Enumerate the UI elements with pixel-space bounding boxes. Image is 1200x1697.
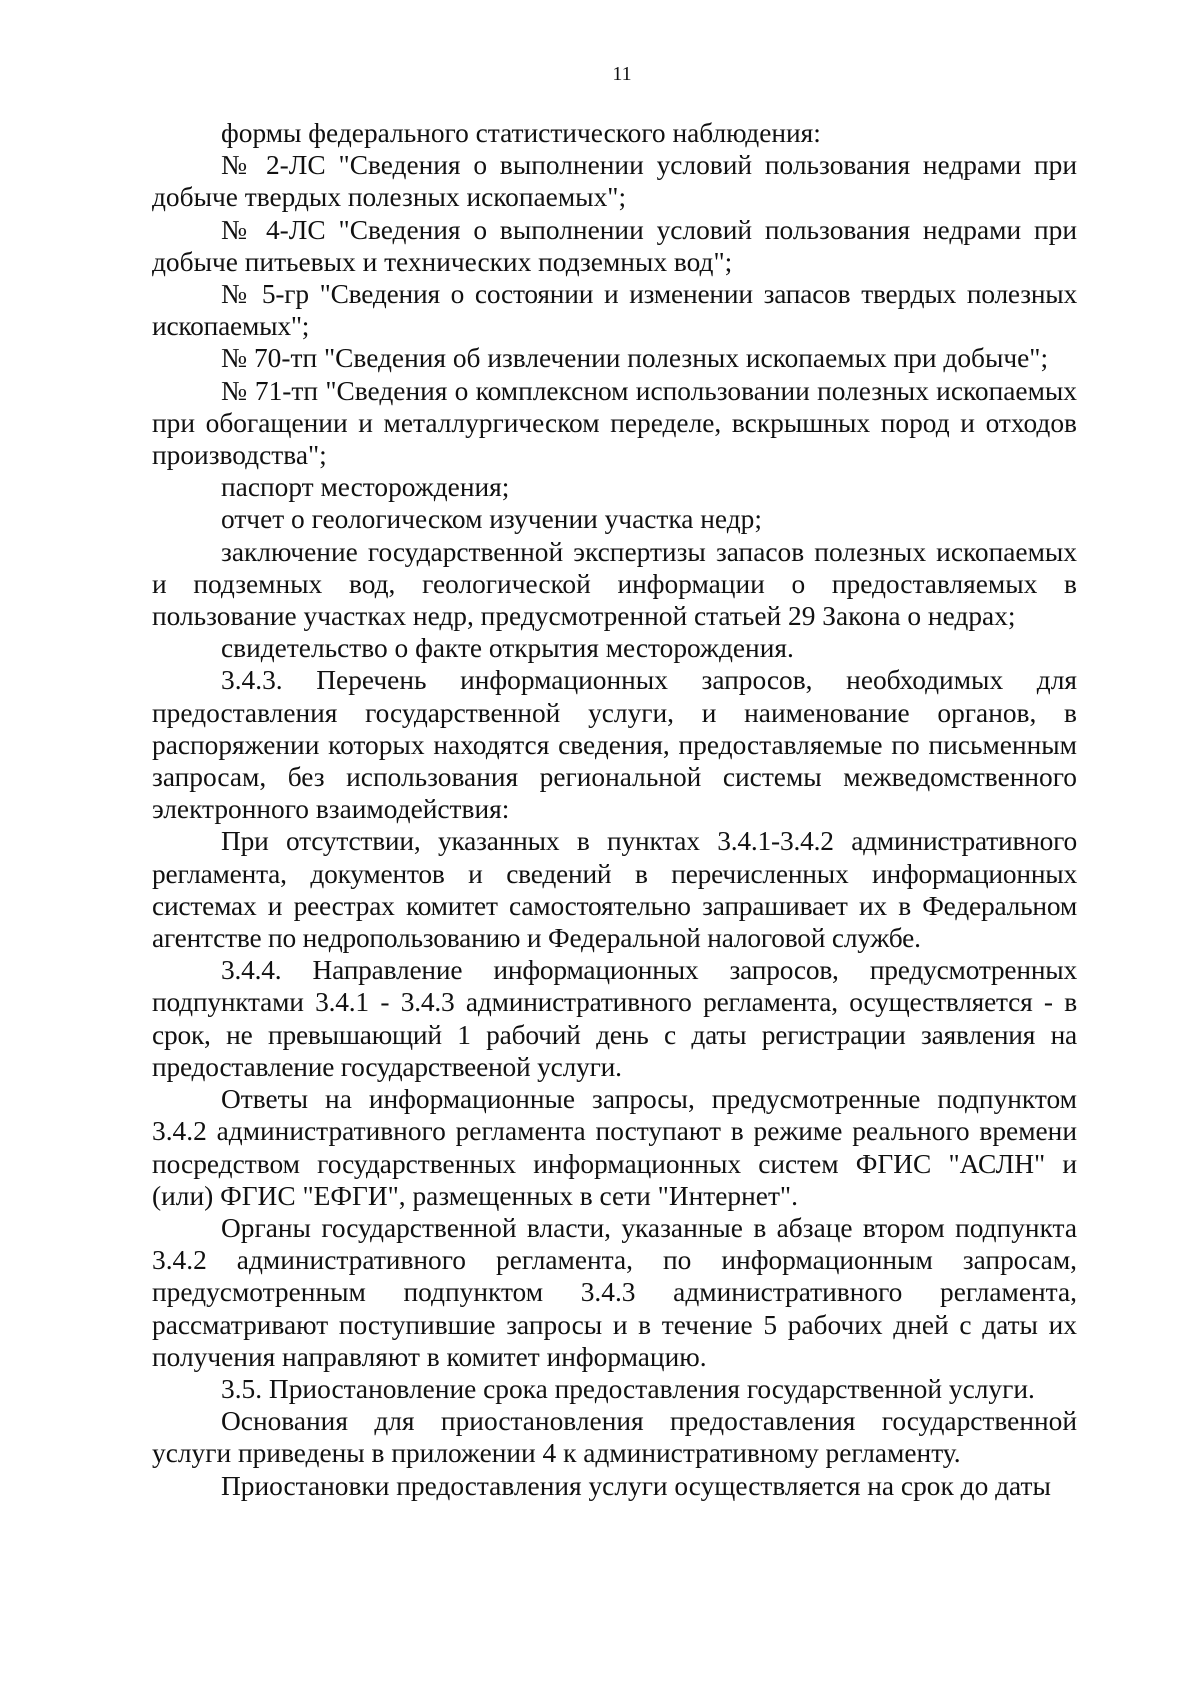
paragraph-forms-intro: формы федерального статистического наблюдения: (221, 118, 821, 148)
paragraph-expert-conclusion: заключение государственной экспертизы запасов полезных ископаемых и подземных вод, геологической информации о предоставляемых в пользование участках недр, предусмотренной статьей 29 Закона о недрах; (152, 536, 1077, 632)
paragraph-query-responses: Ответы на информационные запросы, предусмотренные подпунктом 3.4.2 административного регламента поступают в режиме реального времени посредством государственных информационных систем ФГИС "АСЛН" и (или) ФГИС "ЕФГИ", размещенных в сети "Интернет". (152, 1084, 1077, 1211)
paragraph-form-4ls: № 4-ЛС "Сведения о выполнении условий пользования недрами при добыче питьевых и технических подземных вод"; (152, 214, 1077, 277)
paragraph-geological-report: отчет о геологическом изучении участка недр; (221, 504, 762, 535)
paragraph-form-71tp: № 71-тп "Сведения о комплексном использовании полезных ископаемых при обогащении и металлургическом переделе, вскрышных пород и отходов производства"; (152, 375, 1077, 471)
paragraph-absence-of-documents: При отсутствии, указанных в пунктах 3.4.1-3.4.2 административного регламента, документов и сведений в перечисленных информационных системах и реестрах комитет самостоятельно запрашивает их в Федеральном агентстве по недропользованию и Федеральной налоговой службе. (152, 826, 1077, 954)
paragraph-discovery-certificate: свидетельство о факте открытия месторождения. (221, 633, 794, 664)
paragraph-deposit-passport: паспорт месторождения; (221, 472, 510, 503)
page-number: 11 (612, 63, 632, 85)
paragraph-suspension-term: Приостановки предоставления услуги осуществляется на срок до даты (221, 1470, 1051, 1501)
document-page (152, 62, 1077, 1502)
paragraph-form-2ls: № 2-ЛС "Сведения о выполнении условий пользования недрами при добыче твердых полезных ископаемых"; (152, 150, 1077, 213)
paragraph-suspension-grounds: Основания для приостановления предоставления государственной услуги приведены в приложении 4 к административному регламенту. (152, 1406, 1077, 1469)
paragraph-form-5gr: № 5-гр "Сведения о состоянии и изменении запасов твердых полезных ископаемых"; (152, 279, 1077, 342)
paragraph-government-bodies: Органы государственной власти, указанные в абзаце втором подпункта 3.4.2 административного регламента, по информационным запросам, предусмотренным подпунктом 3.4.3 административного регламента, рассматривают поступившие запросы и в течение 5 рабочих дней с даты их получения направляют в комитет информацию. (152, 1212, 1077, 1372)
paragraph-section-3-4-4: 3.4.4. Направление информационных запросов, предусмотренных подпунктами 3.4.1 - 3.4.3 административного регламента, осуществляется - в срок, не превышающий 1 рабочий день с даты регистрации заявления на предоставление государствееной услуги. (152, 955, 1077, 1082)
paragraph-form-70tp: № 70-тп "Сведения об извлечении полезных ископаемых при добыче"; (221, 343, 1049, 374)
paragraph-section-3-5: 3.5. Приостановление срока предоставления государственной услуги. (221, 1373, 1035, 1404)
paragraph-section-3-4-3: 3.4.3. Перечень информационных запросов, необходимых для предоставления государственной услуги, и наименование органов, в распоряжении которых находятся сведения, предоставляемые по письменным запросам, без использования региональной системы межведомственного электронного взаимодействия: (152, 665, 1077, 825)
